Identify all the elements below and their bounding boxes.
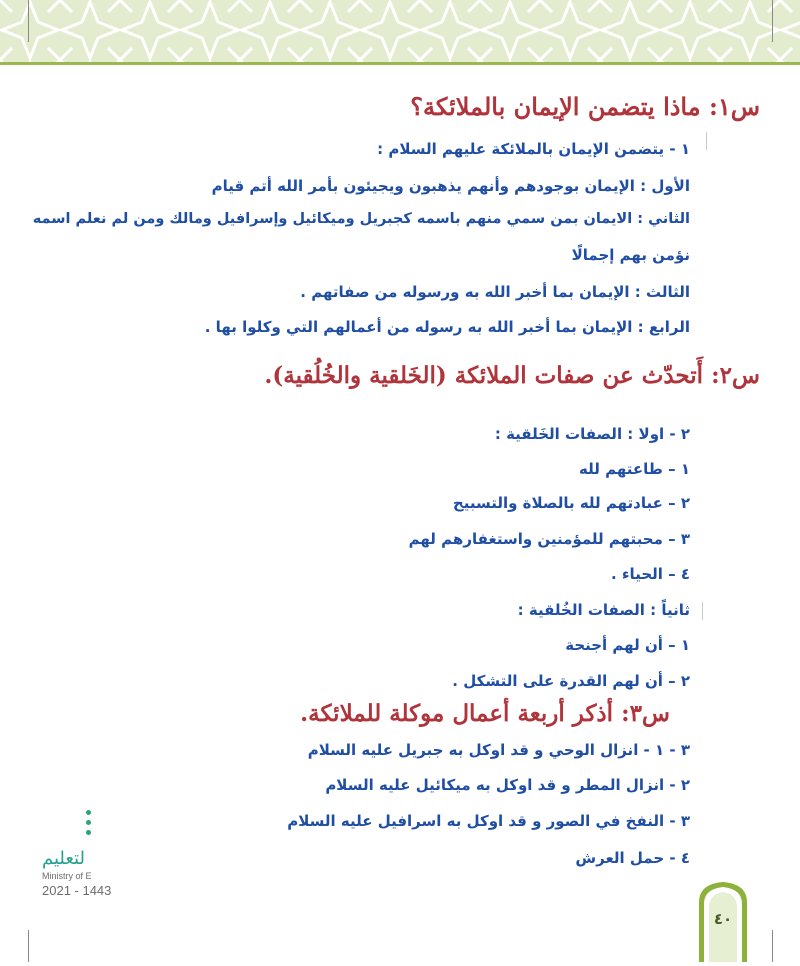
decorative-dots [86,810,92,840]
answer-line: ١ – أن لهم أجنحة [565,636,690,654]
answer-line: ٢ - اولا : الصفات الخَلقية : [494,425,690,443]
crop-mark [772,0,773,42]
logo-english-text: Ministry of E [42,871,92,881]
ministry-logo [42,848,122,898]
answer-line: ١ – طاعتهم لله [579,460,690,478]
answer-line: الأول : الإيمان بوجودهم وأنهم يذهبون ويجيئون بأمر الله أتم قيام [211,177,690,195]
crop-mark [28,0,29,42]
answer-line: ٤ – الحياء . [610,565,690,583]
answer-line: الرابع : الإيمان بما أخبر الله به رسوله من أعمالهم التي وكلوا بها . [204,318,690,336]
header-pattern [0,0,800,64]
header-band [0,62,800,65]
crop-mark [772,930,773,962]
islamic-pattern-graphic [0,0,800,64]
page-tab-shape [697,880,749,962]
answer-line: ٢ - انزال المطر و قد اوكل به ميكائيل عليه السلام [325,776,690,794]
page-number-tab [697,880,749,962]
text-cursor-mark [706,132,707,150]
answer-line: نؤمن بهم إجمالًا [571,246,690,264]
answer-line: الثاني : الايمان بمن سمي منهم باسمه كجبريل وميكائيل وإسرافيل ومالك ومن لم نعلم اسمه [32,211,690,227]
crop-mark [28,930,29,962]
answer-line: ٤ - حمل العرش [575,849,690,867]
answer-line: الثالث : الإيمان بما أخبر الله به ورسوله من صفاتهم . [300,283,690,301]
answer-line: ٣ – محبتهم للمؤمنين واستغفارهم لهم [408,530,690,548]
text-cursor-mark [702,602,703,620]
question-2-title: س٢: أَتحدّث عن صفات الملائكة (الخَلقية والخُلُقية). [264,362,760,389]
answer-line: ثانياً : الصفات الخُلقية : [517,601,690,619]
answer-line: ٢ – عبادتهم لله بالصلاة والتسبيح [452,494,690,512]
logo-year: 2021 - 1443 [42,883,112,898]
answer-line: ١ - يتضمن الإيمان بالملائكة عليهم السلام : [377,140,690,158]
question-3-title: س٣: أذكر أربعة أعمال موكلة للملائكة. [300,700,670,727]
page-number: ٤٠ [713,910,733,928]
logo-arabic-text: لتعليم [42,848,85,869]
answer-line: ٣ - النفخ في الصور و قد اوكل به اسرافيل عليه السلام [287,812,690,830]
question-1-title: س١: ماذا يتضمن الإيمان بالملائكة؟ [410,92,760,121]
answer-line: ٣ - ١ - انزال الوحي و قد اوكل به جبريل عليه السلام [307,741,690,759]
answer-line: ٢ – أن لهم القدرة على التشكل . [452,672,690,690]
